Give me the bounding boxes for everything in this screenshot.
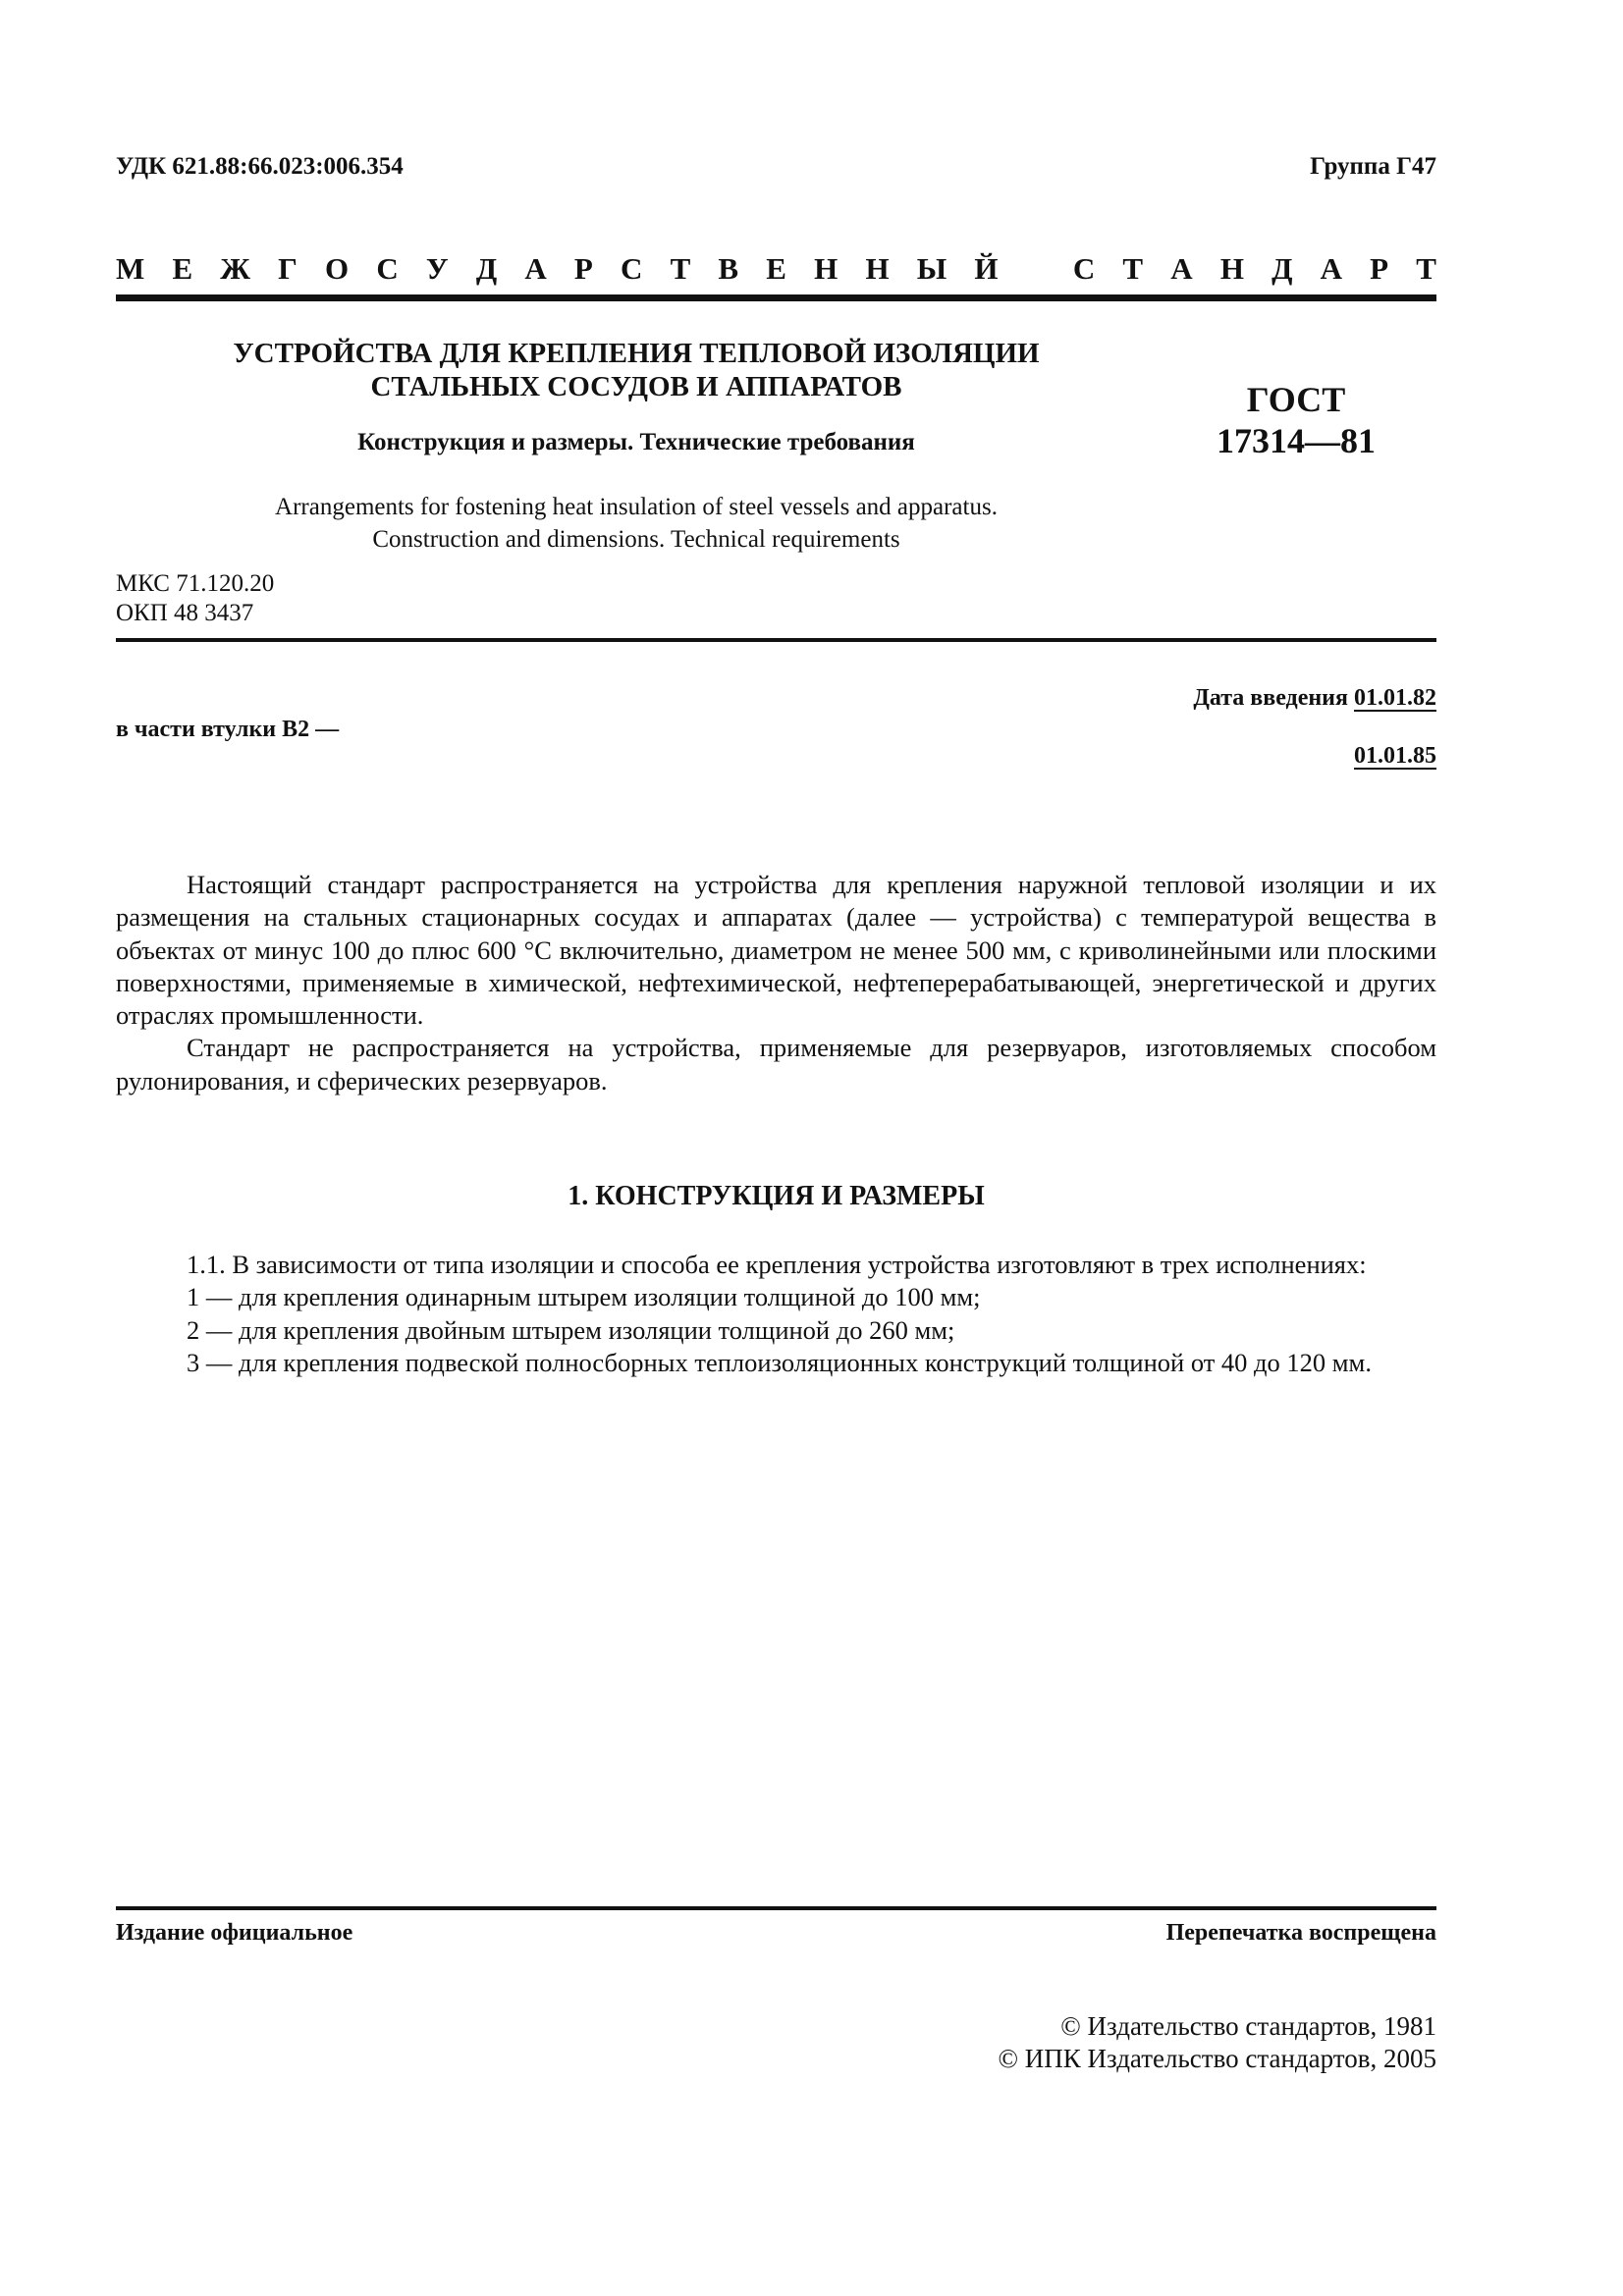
gost-label: ГОСТ (1246, 380, 1346, 419)
banner-letter: В (718, 251, 739, 286)
copyright-line: © ИПК Издательство стандартов, 2005 (998, 2044, 1436, 2073)
banner-letter: Т (670, 251, 691, 286)
copyright-block (999, 2010, 1437, 2075)
banner-letter: С (1072, 251, 1096, 286)
list-item: 2 — для крепления двойным штырем изоляции толщиной до 260 мм; (187, 1314, 955, 1345)
title-line-1: УСТРОЙСТВА ДЛЯ КРЕПЛЕНИЯ ТЕПЛОВОЙ ИЗОЛЯЦИИ (233, 338, 1040, 369)
intro-paragraph: Настоящий стандарт распространяется на устройства для крепления наружной тепловой изоляции и их размещения на стальных стационарных сосудах и аппаратах (далее — устройства) с температурой вещества в объектах от минус 100 до плюс 600 °С включительно, диаметром не менее 500 мм, с криволинейными или плоскими поверхностями, применяемые в химической, нефтехимической, нефтеперерабатывающей, энергетической и других отраслях промышленности. (116, 870, 1436, 1031)
list-item: 3 — для крепления подвеской полносборных теплоизоляционных конструкций толщиной от 40 до 120 мм. (187, 1347, 1372, 1377)
date-value-1: 01.01.82 (1354, 685, 1436, 711)
banner-letter: М (116, 251, 145, 286)
mks-code: МКС 71.120.20 (116, 570, 275, 597)
gost-designation (1159, 379, 1434, 461)
banner-letter: С (621, 251, 643, 286)
udk-code: УДК 621.88:66.023:006.354 (116, 153, 404, 180)
english-title-line-2: Construction and dimensions. Technical requirements (372, 526, 900, 553)
banner-letter: Ж (220, 251, 250, 286)
copyright-line: © Издательство стандартов, 1981 (1060, 2011, 1436, 2041)
banner-letter: Р (1370, 251, 1389, 286)
banner-letter: Т (1122, 251, 1144, 286)
banner-letter: С (376, 251, 399, 286)
section-paragraph: 1.1. В зависимости от типа изоляции и способа ее крепления устройства изготовляют в трех исполнениях: (187, 1250, 1367, 1279)
header-divider-thick (116, 294, 1436, 301)
reprint-prohibited-note: Перепечатка воспрещена (1165, 1920, 1436, 1946)
banner-letter: А (524, 251, 547, 286)
banner-letter: А (1170, 251, 1193, 286)
banner-letter: Н (814, 251, 839, 286)
interstate-standard-banner (116, 251, 1436, 287)
banner-letter: Д (1271, 251, 1293, 286)
official-edition-note: Издание официальное (116, 1920, 353, 1946)
banner-letter: Н (865, 251, 890, 286)
date-value-2: 01.01.85 (1354, 743, 1436, 769)
document-title (116, 337, 1157, 403)
group-code: Группа Г47 (1310, 153, 1436, 180)
banner-letter: У (425, 251, 449, 286)
bushing-part-label: в части втулки В2 — (116, 717, 340, 742)
banner-letter: О (325, 251, 350, 286)
footer-divider (116, 1906, 1436, 1910)
introduction-date (1193, 685, 1436, 712)
banner-letter: Г (278, 251, 298, 286)
english-title-line-1: Arrangements for fostening heat insulation of steel vessels and apparatus. (275, 494, 998, 520)
english-title (116, 491, 1157, 556)
title-divider (116, 638, 1436, 642)
document-subtitle: Конструкция и размеры. Технические требования (357, 429, 915, 455)
banner-letter: Д (475, 251, 498, 286)
okp-code: ОКП 48 3437 (116, 600, 254, 626)
banner-letter: Е (766, 251, 786, 286)
section-heading: 1. КОНСТРУКЦИЯ И РАЗМЕРЫ (568, 1181, 985, 1211)
banner-letter: Т (1416, 251, 1436, 286)
banner-letter: А (1320, 251, 1342, 286)
title-line-2: СТАЛЬНЫХ СОСУДОВ И АППАРАТОВ (370, 371, 902, 402)
banner-letter: Ы (916, 251, 947, 286)
gost-number: 17314—81 (1217, 421, 1376, 460)
banner-letter: Р (573, 251, 593, 286)
banner-letter: Е (172, 251, 193, 286)
intro-paragraph: Стандарт не распространяется на устройства, применяемые для резервуаров, изготовляемых способом рулонирования, и сферических резервуаров. (116, 1033, 1436, 1095)
banner-letter: Н (1219, 251, 1244, 286)
date-label: Дата введения (1193, 685, 1348, 711)
banner-letter: Й (974, 251, 999, 286)
list-item: 1 — для крепления одинарным штырем изоляции толщиной до 100 мм; (187, 1282, 981, 1312)
section-body (116, 1249, 1436, 1379)
introduction-text (116, 869, 1436, 1097)
classification-codes (116, 569, 274, 628)
